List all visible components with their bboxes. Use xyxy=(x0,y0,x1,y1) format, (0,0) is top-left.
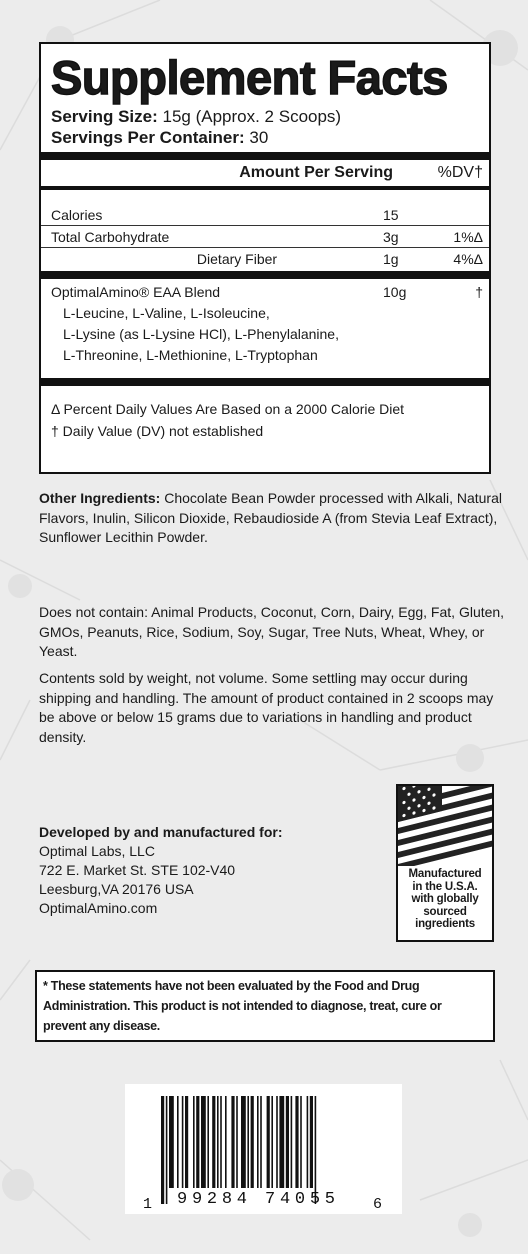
barcode-bar xyxy=(207,1096,209,1188)
barcode-bar xyxy=(161,1096,164,1204)
barcode-bar xyxy=(315,1096,317,1204)
barcode-digit-left: 1 xyxy=(143,1196,153,1213)
us-flag-icon xyxy=(398,786,492,866)
does-not-contain: Does not contain: Animal Products, Coconut, Corn, Dairy, Egg, Fat, Gluten, GMOs, Peanuts, Rice, Sodium, Soy, Sugar, Tree Nuts, Wheat, Whey, or Yeast. xyxy=(39,604,505,659)
nutrient-row-fiber xyxy=(41,248,489,269)
barcode-bar xyxy=(276,1096,278,1188)
barcode-bar xyxy=(217,1096,219,1188)
usa-badge-line: in the U.S.A. xyxy=(412,880,478,893)
nutrient-amount: 3g xyxy=(383,228,399,245)
barcode-bar xyxy=(212,1096,215,1188)
serving-size-label: Serving Size: xyxy=(51,107,158,126)
barcode-bars xyxy=(161,1096,316,1204)
divider-thick xyxy=(41,152,489,160)
developer-line: 722 E. Market St. STE 102-V40 xyxy=(39,862,236,878)
barcode-bar xyxy=(185,1096,188,1188)
barcode xyxy=(125,1084,402,1214)
blend-ingredients-line: L-Lysine (as L-Lysine HCl), L-Phenylalanine, xyxy=(63,326,339,342)
other-ingredients-label: Other Ingredients: xyxy=(39,490,161,506)
barcode-bar xyxy=(236,1096,238,1188)
barcode-bar xyxy=(241,1096,246,1188)
barcode-bar xyxy=(169,1096,174,1188)
developer-info xyxy=(39,823,282,918)
other-ingredients xyxy=(39,489,509,548)
barcode-group-right: 74055 xyxy=(265,1190,335,1209)
blend-dv: † xyxy=(475,284,483,300)
amount-header-row xyxy=(51,160,483,186)
other-ingredients-text: Chocolate Bean Powder processed with Alkali, Natural Flavors, Inulin, Silicon Dioxide, Rebaudioside A (from Stevia Leaf Extract), Sunflower Lecithin Powder. xyxy=(39,490,502,545)
barcode-bar xyxy=(196,1096,199,1188)
barcode-bar xyxy=(260,1096,262,1188)
barcode-bar xyxy=(267,1096,270,1188)
usa-badge-line: ingredients xyxy=(415,918,475,930)
barcode-bar xyxy=(300,1096,302,1188)
facts-title: Supplement Facts xyxy=(51,51,448,104)
barcode-digit-right: 6 xyxy=(373,1196,383,1213)
contents-note: Contents sold by weight, not volume. Some settling may occur during shipping and handling. The amount of product contained in 2 scoops may be above or below 15 grams due to variations in handling and product density. xyxy=(39,670,494,745)
barcode-bar xyxy=(166,1096,168,1204)
barcode-bar xyxy=(307,1096,309,1188)
barcode-bar xyxy=(251,1096,254,1188)
barcode-bar xyxy=(225,1096,227,1188)
barcode-bar xyxy=(177,1096,179,1188)
barcode-group-left: 99284 xyxy=(177,1190,247,1209)
nutrient-amount: 1g xyxy=(383,250,399,267)
barcode-bar xyxy=(193,1096,195,1188)
barcode-bar xyxy=(310,1096,313,1188)
barcode-bar xyxy=(220,1096,222,1188)
barcode-bar xyxy=(231,1096,234,1188)
serving-size-value: 15g (Approx. 2 Scoops) xyxy=(157,107,342,126)
barcode-bar xyxy=(182,1096,184,1188)
servings-label: Servings Per Container: xyxy=(51,128,245,147)
made-in-usa-badge xyxy=(396,784,494,942)
nutrient-dv: 4%Δ xyxy=(453,250,483,267)
barcode-bar xyxy=(201,1096,206,1188)
nutrient-name: Calories xyxy=(51,206,103,223)
nutrient-name: Dietary Fiber xyxy=(196,250,278,267)
fda-disclaimer: * These statements have not been evaluated by the Food and Drug Administration. This product is not intended to diagnose, treat, cure or prevent any disease. xyxy=(35,970,495,1042)
usa-badge-line: with globally xyxy=(411,893,479,905)
developer-line: Leesburg,VA 20176 USA xyxy=(39,881,194,897)
barcode-bar xyxy=(279,1096,284,1188)
nutrient-dv: 1%Δ xyxy=(453,228,483,245)
barcode-bar xyxy=(271,1096,273,1188)
barcode-graphic xyxy=(125,1084,402,1214)
barcode-bar xyxy=(286,1096,289,1188)
barcode-bar xyxy=(247,1096,249,1188)
supplement-facts-panel xyxy=(39,42,491,474)
barcode-bar xyxy=(291,1096,293,1188)
developer-line: OptimalAmino.com xyxy=(39,900,158,916)
usa-badge-text xyxy=(398,868,492,931)
dv-header: %DV† xyxy=(437,164,483,181)
barcode-bar xyxy=(257,1096,259,1188)
developer-line: Optimal Labs, LLC xyxy=(39,843,155,859)
servings-value: 30 xyxy=(244,128,269,147)
nutrient-row-calories xyxy=(41,204,489,226)
usa-badge-line: sourced xyxy=(423,905,467,918)
blend-ingredients-line: L-Leucine, L-Valine, L-Isoleucine, xyxy=(63,305,270,321)
divider-thick xyxy=(41,271,489,279)
footnote-dv-not-established: † Daily Value (DV) not established xyxy=(51,423,264,439)
footnote-dv-basis: Δ Percent Daily Values Are Based on a 2000 Calorie Diet xyxy=(51,401,405,417)
eaa-blend xyxy=(51,282,483,366)
blend-ingredients-line: L-Threonine, L-Methionine, L-Tryptophan xyxy=(63,347,318,363)
blend-name: OptimalAmino® EAA Blend xyxy=(51,284,221,300)
barcode-bar xyxy=(295,1096,298,1188)
nutrient-amount: 15 xyxy=(383,206,399,223)
servings-per-container xyxy=(51,127,483,148)
usa-badge-line: Manufactured xyxy=(408,868,482,880)
nutrient-name: Total Carbohydrate xyxy=(51,228,170,245)
serving-size xyxy=(51,106,483,127)
developer-heading: Developed by and manufactured for: xyxy=(39,824,283,840)
amount-per-serving-header: Amount Per Serving xyxy=(239,164,393,181)
blend-amount: 10g xyxy=(383,284,407,300)
footnotes xyxy=(51,398,483,442)
divider-thick xyxy=(41,378,489,386)
nutrient-row-carbohydrate xyxy=(41,226,489,248)
